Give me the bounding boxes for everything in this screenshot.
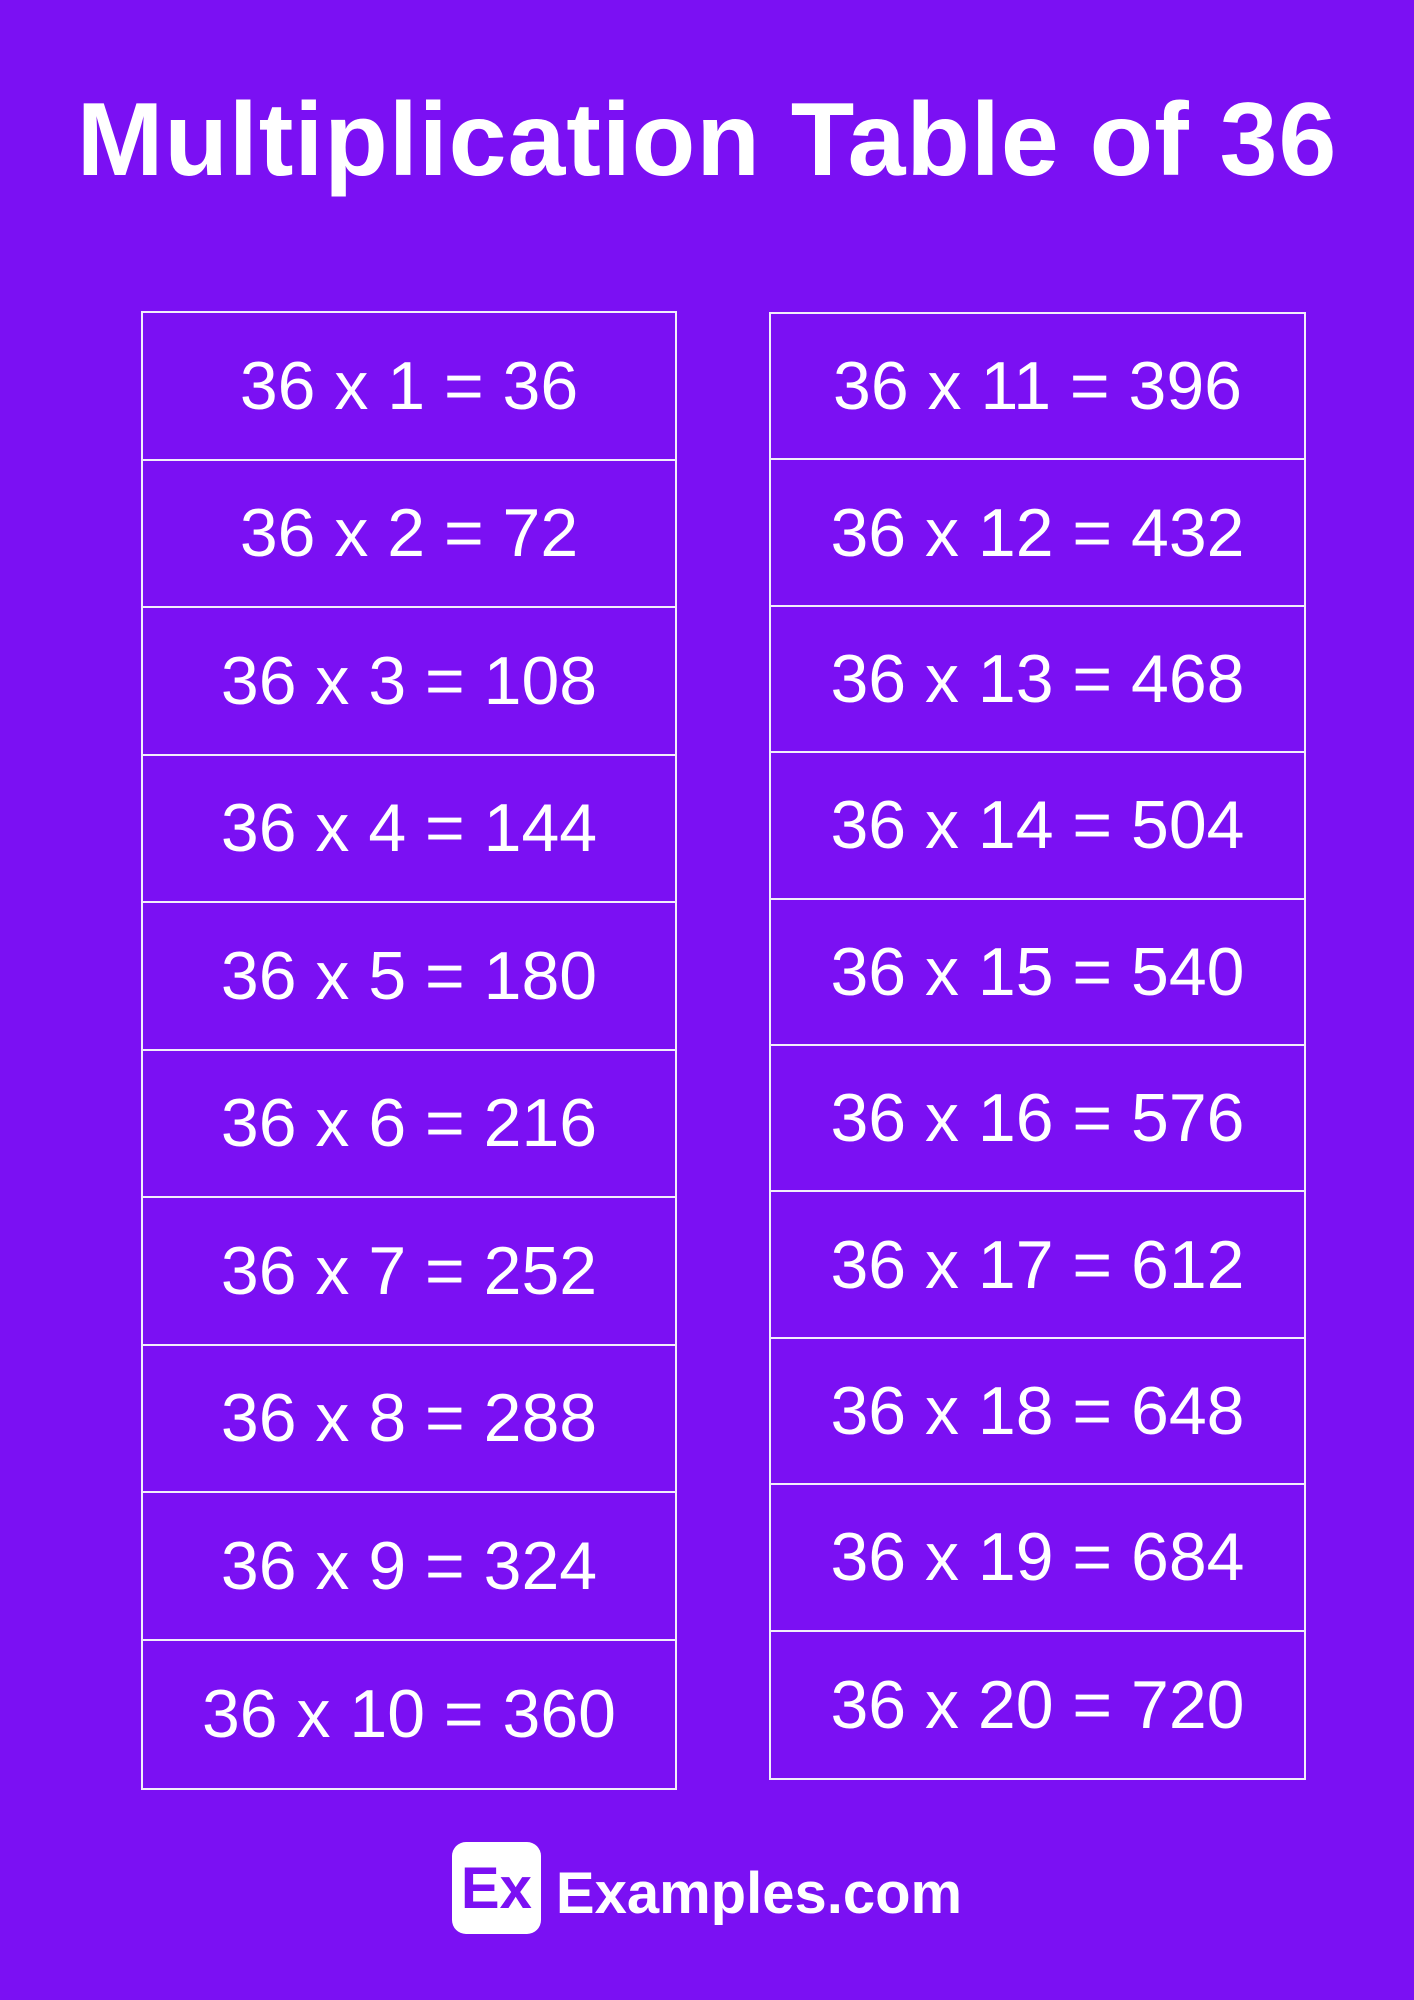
- table-cell: 36 x 2 = 72: [143, 461, 675, 609]
- table-cell: 36 x 13 = 468: [771, 607, 1304, 753]
- table-cell: 36 x 18 = 648: [771, 1339, 1304, 1485]
- table-cell: 36 x 7 = 252: [143, 1198, 675, 1346]
- multiplication-table-11-20: [769, 312, 1306, 1780]
- table-cell: 36 x 10 = 360: [201, 1676, 616, 1753]
- table-cell: 36 x 3 = 108: [143, 608, 675, 756]
- table-cell: 36 x 11 = 396: [771, 314, 1304, 460]
- table-cell: 36 x 14 = 504: [771, 753, 1304, 899]
- table-cell: 36 x 17 = 612: [771, 1192, 1304, 1338]
- table-cell: 36 x 19 = 684: [771, 1485, 1304, 1631]
- table-cell: 36 x 15 = 540: [771, 900, 1304, 1046]
- page-title: Multiplication Table of 36: [76, 82, 1338, 198]
- table-cell: 36 x 5 = 180: [143, 903, 675, 1051]
- table-cell: 36 x 9 = 324: [143, 1493, 675, 1641]
- multiplication-tables: [141, 311, 1414, 1790]
- table-cell: 36 x 8 = 288: [143, 1346, 675, 1494]
- examples-logo-badge: [452, 1842, 541, 1934]
- multiplication-table-1-10: [141, 311, 677, 1790]
- table-cell: 36 x 16 = 576: [771, 1046, 1304, 1192]
- site-name: Examples.com: [555, 1860, 963, 1926]
- table-cell: 36 x 6 = 216: [143, 1051, 675, 1199]
- table-cell: 36 x 12 = 432: [771, 460, 1304, 606]
- table-cell: 36 x 4 = 144: [143, 756, 675, 904]
- table-cell: 36 x 1 = 36: [143, 313, 675, 461]
- table-cell: 36 x 20 = 720: [830, 1666, 1245, 1743]
- logo-ex-text: Ex: [460, 1855, 532, 1921]
- footer: [0, 1842, 1414, 1934]
